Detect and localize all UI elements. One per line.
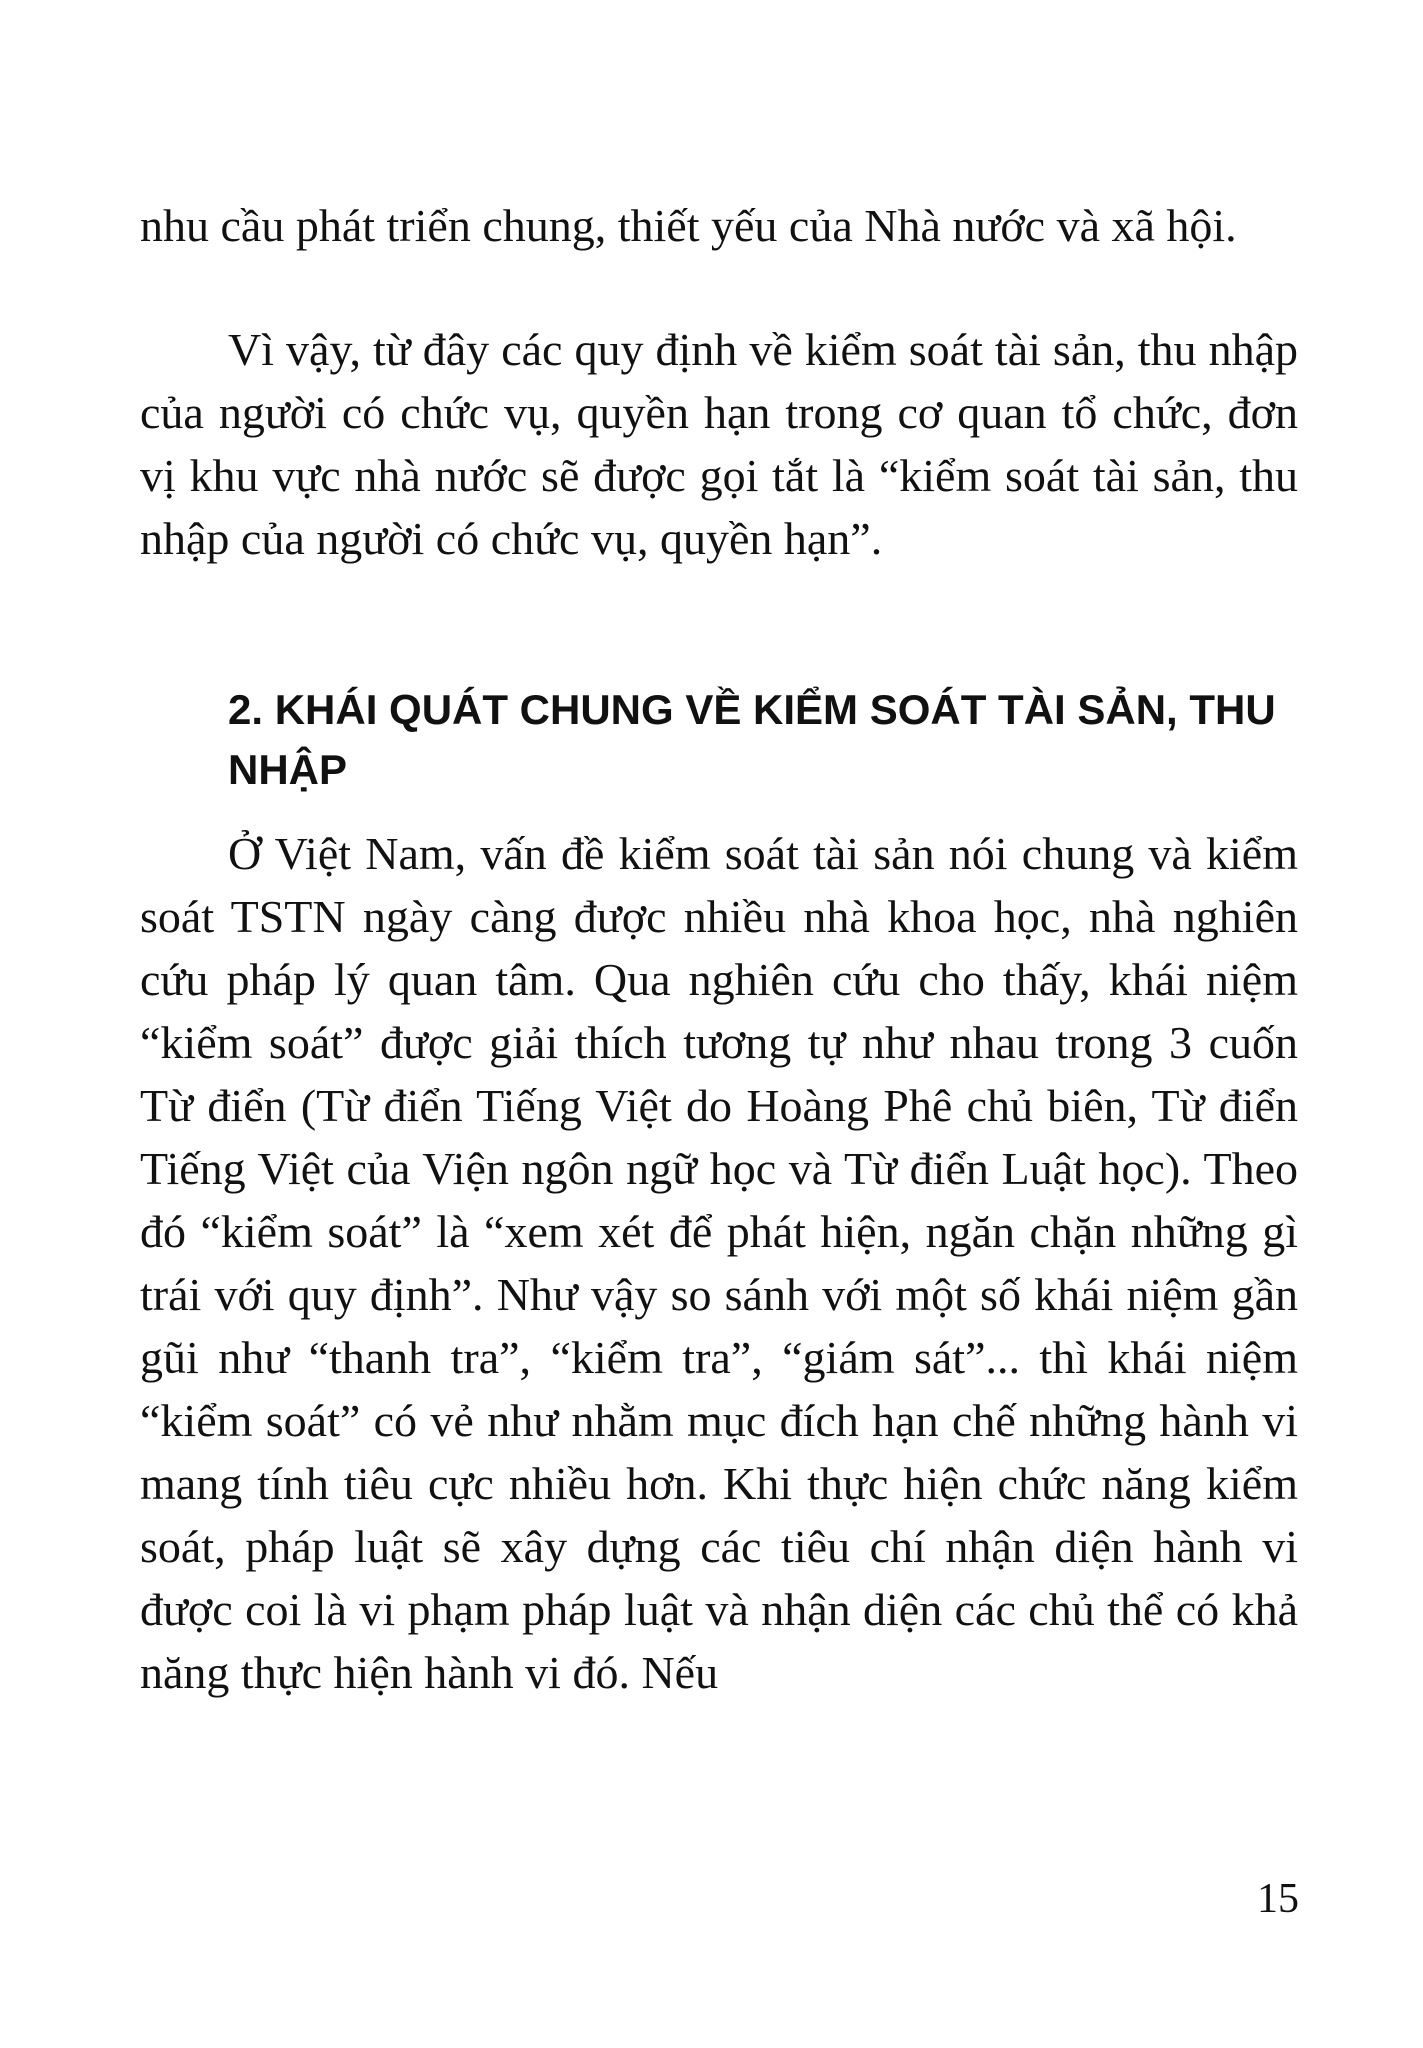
paragraph-body: Ở Việt Nam, vấn đề kiểm soát tài sản nói chung và kiểm soát TSTN ngày càng được nhiều nhà khoa học, nhà nghiên cứu pháp lý quan tâm. Qua nghiên cứu cho thấy, khái niệm “kiểm soát” được giải thích tương tự như nhau trong 3 cuốn Từ điển (Từ điển Tiếng Việt do Hoàng Phê chủ biên, Từ điển Tiếng Việt của Viện ngôn ngữ học và Từ điển Luật học). Theo đó “kiểm soát” là “xem xét để phát hiện, ngăn chặn những gì trái với quy định”. Như vậy so sánh với một số khái niệm gần gũi như “thanh tra”, “kiểm tra”, “giám sát”... thì khái niệm “kiểm soát” có vẻ như nhằm mục đích hạn chế những hành vi mang tính tiêu cực nhiều hơn. Khi thực hiện chức năng kiểm soát, pháp luật sẽ xây dựng các tiêu chí nhận diện hành vi được coi là vi phạm pháp luật và nhận diện các chủ thể có khả năng thực hiện hành vi đó. Nếu <box>140 828 1298 1698</box>
paragraph-definition: Vì vậy, từ đây các quy định về kiểm soát tài sản, thu nhập của người có chức vụ, quyền hạn trong cơ quan tổ chức, đơn vị khu vực nhà nước sẽ được gọi tắt là “kiểm soát tài sản, thu nhập của người có chức vụ, quyền hạn”. <box>140 324 1298 564</box>
section-heading: 2. KHÁI QUÁT CHUNG VỀ KIỂM SOÁT TÀI SẢN, THU NHẬP <box>228 686 1276 793</box>
paragraph-continuation: nhu cầu phát triển chung, thiết yếu của Nhà nước và xã hội. <box>140 200 1237 251</box>
page-number: 15 <box>1257 1876 1299 1922</box>
